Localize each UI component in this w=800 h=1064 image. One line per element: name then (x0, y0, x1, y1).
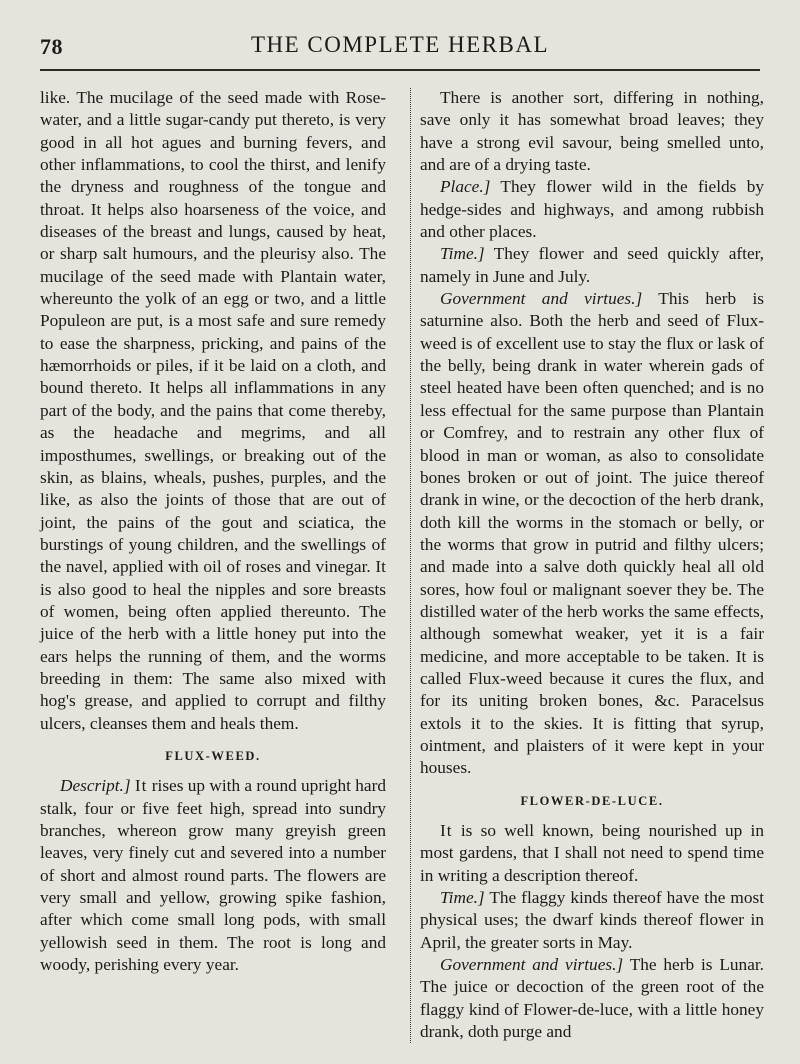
section-heading-flower-de-luce: FLOWER-DE-LUCE. (520, 793, 664, 808)
running-title: THE COMPLETE HERBAL (250, 32, 550, 57)
time-text: The flaggy kinds thereof have the most physical uses; the dwarf kinds thereof flower in April, the greater sorts in May. (420, 888, 764, 952)
paragraph-time-flower-de-luce (420, 887, 764, 954)
government-text: This herb is saturnine also. Both the herb and seed of Flux-weed is of excellent use to stay the flux or lask of the belly, being drank in water wherein gads of steel heated have been often quenched; and is no less effectual for the same purpose than Plantain or Comfrey, and to restrain any other flux of blood in man or woman, as also to consolidate bones broken or out of joint. The juice thereof drank in wine, or the decoction of the herb drank, doth kill the worms in the stomach or belly, or the worms that grow in putrid and filthy ulcers; and made into a salve doth quickly heal all old sores, how foul or malignant soever they be. The distilled water of the herb works the same effects, although somewhat weaker, yet it is a fair medicine, and more acceptable to be taken. It is called Flux-weed because it cures the flux, and for its uniting broken bones, &c. Paracelsus extols it to the skies. It is fitting that syrup, ointment, and plaisters of it were kept in your houses. (420, 289, 765, 778)
paragraph-place (420, 176, 764, 243)
paragraph-time (420, 243, 764, 288)
paragraph-flux-weed-description (40, 775, 386, 976)
description-text: rises up with a round upright hard stalk, four or five feet high, spread into sundry branches, whereon grow many greyish green leaves, very finely cut and severed into a number of short and almost round parts. The flowers are very small and yellow, growing spike fashion, after which come small long pods, with small yellowish seed in them. The root is long and woody, perishing every year. (40, 776, 386, 975)
right-column (420, 87, 764, 1043)
page-header (40, 14, 760, 70)
place-text: They flower wild in the fields by hedge-sides and highways, and among rubbish and other places. (420, 177, 764, 242)
label-place: Place.] (440, 177, 491, 197)
header-rule (40, 69, 760, 71)
label-government: Government and virtues.] (440, 289, 643, 309)
label-government: Government and virtues.] (440, 955, 624, 975)
paragraph-another-sort: There is another sort, differing in nothing, save only it has somewhat broad leaves; they have a strong evil savour, being smelled unto, and are of a drying taste. (420, 88, 764, 175)
column-divider (410, 88, 411, 1043)
drop-word: It (440, 821, 453, 840)
paragraph-flower-de-luce-intro (420, 820, 764, 887)
left-column (40, 87, 386, 976)
time-text: They flower and seed quickly after, namely in June and July. (420, 244, 764, 286)
intro-text: is so well known, being nourished up in most gardens, that I shall not need to spend time in writing a description thereof. (420, 821, 764, 885)
paragraph-mucilage: like. The mucilage of the seed made with Rose-water, and a little sugar-candy put thereto, is very good in all hot agues and burning fevers, and other inflammations, to cool the thirst, and lenify the dryness and roughness of the tongue and throat. It helps also hoarseness of the voice, and diseases of the breast and lungs, caused by heat, or sharp salt humours, and the pleurisy also. The mucilage of the seed made with Plantain water, whereunto the yolk of an egg or two, and a little Populeon are put, is a most safe and sure remedy to ease the sharpness, pricking, and pains of the hæmorrhoids or piles, if it be laid on a cloth, and bound thereto. It helps all inflammations in any part of the body, and the pains that come thereby, as the headache and megrims, and all imposthumes, swellings, or breaking out of the skin, as blains, wheals, pushes, purples, and the like, as also the joints of those that are out of joint, the pains of the gout and sciatica, the burstings of young children, and the swellings of the navel, applied with oil of roses and vinegar. It is also good to heal the nipples and sore breasts of women, being often applied thereunto. The juice of the herb with a little honey put into the ears helps the running of them, and the worms breeding in them: The same also mixed with hog's grease, and applied to corrupt and filthy ulcers, cleanses them and heals them. (40, 88, 386, 733)
paragraph-government (420, 288, 764, 780)
page-number: 78 (40, 34, 63, 59)
government-text: The herb is Lunar. The juice or decoction of the green root of the flaggy kind of Flower-de-luce, with a little honey drank, doth purge and (420, 955, 764, 1042)
label-time: Time.] (440, 888, 485, 908)
section-heading-flux-weed: FLUX-WEED. (165, 748, 261, 763)
drop-word: It (134, 776, 148, 796)
label-description: Descript.] (60, 776, 131, 796)
label-time: Time.] (440, 244, 485, 264)
paragraph-government-flower-de-luce (420, 954, 764, 1043)
